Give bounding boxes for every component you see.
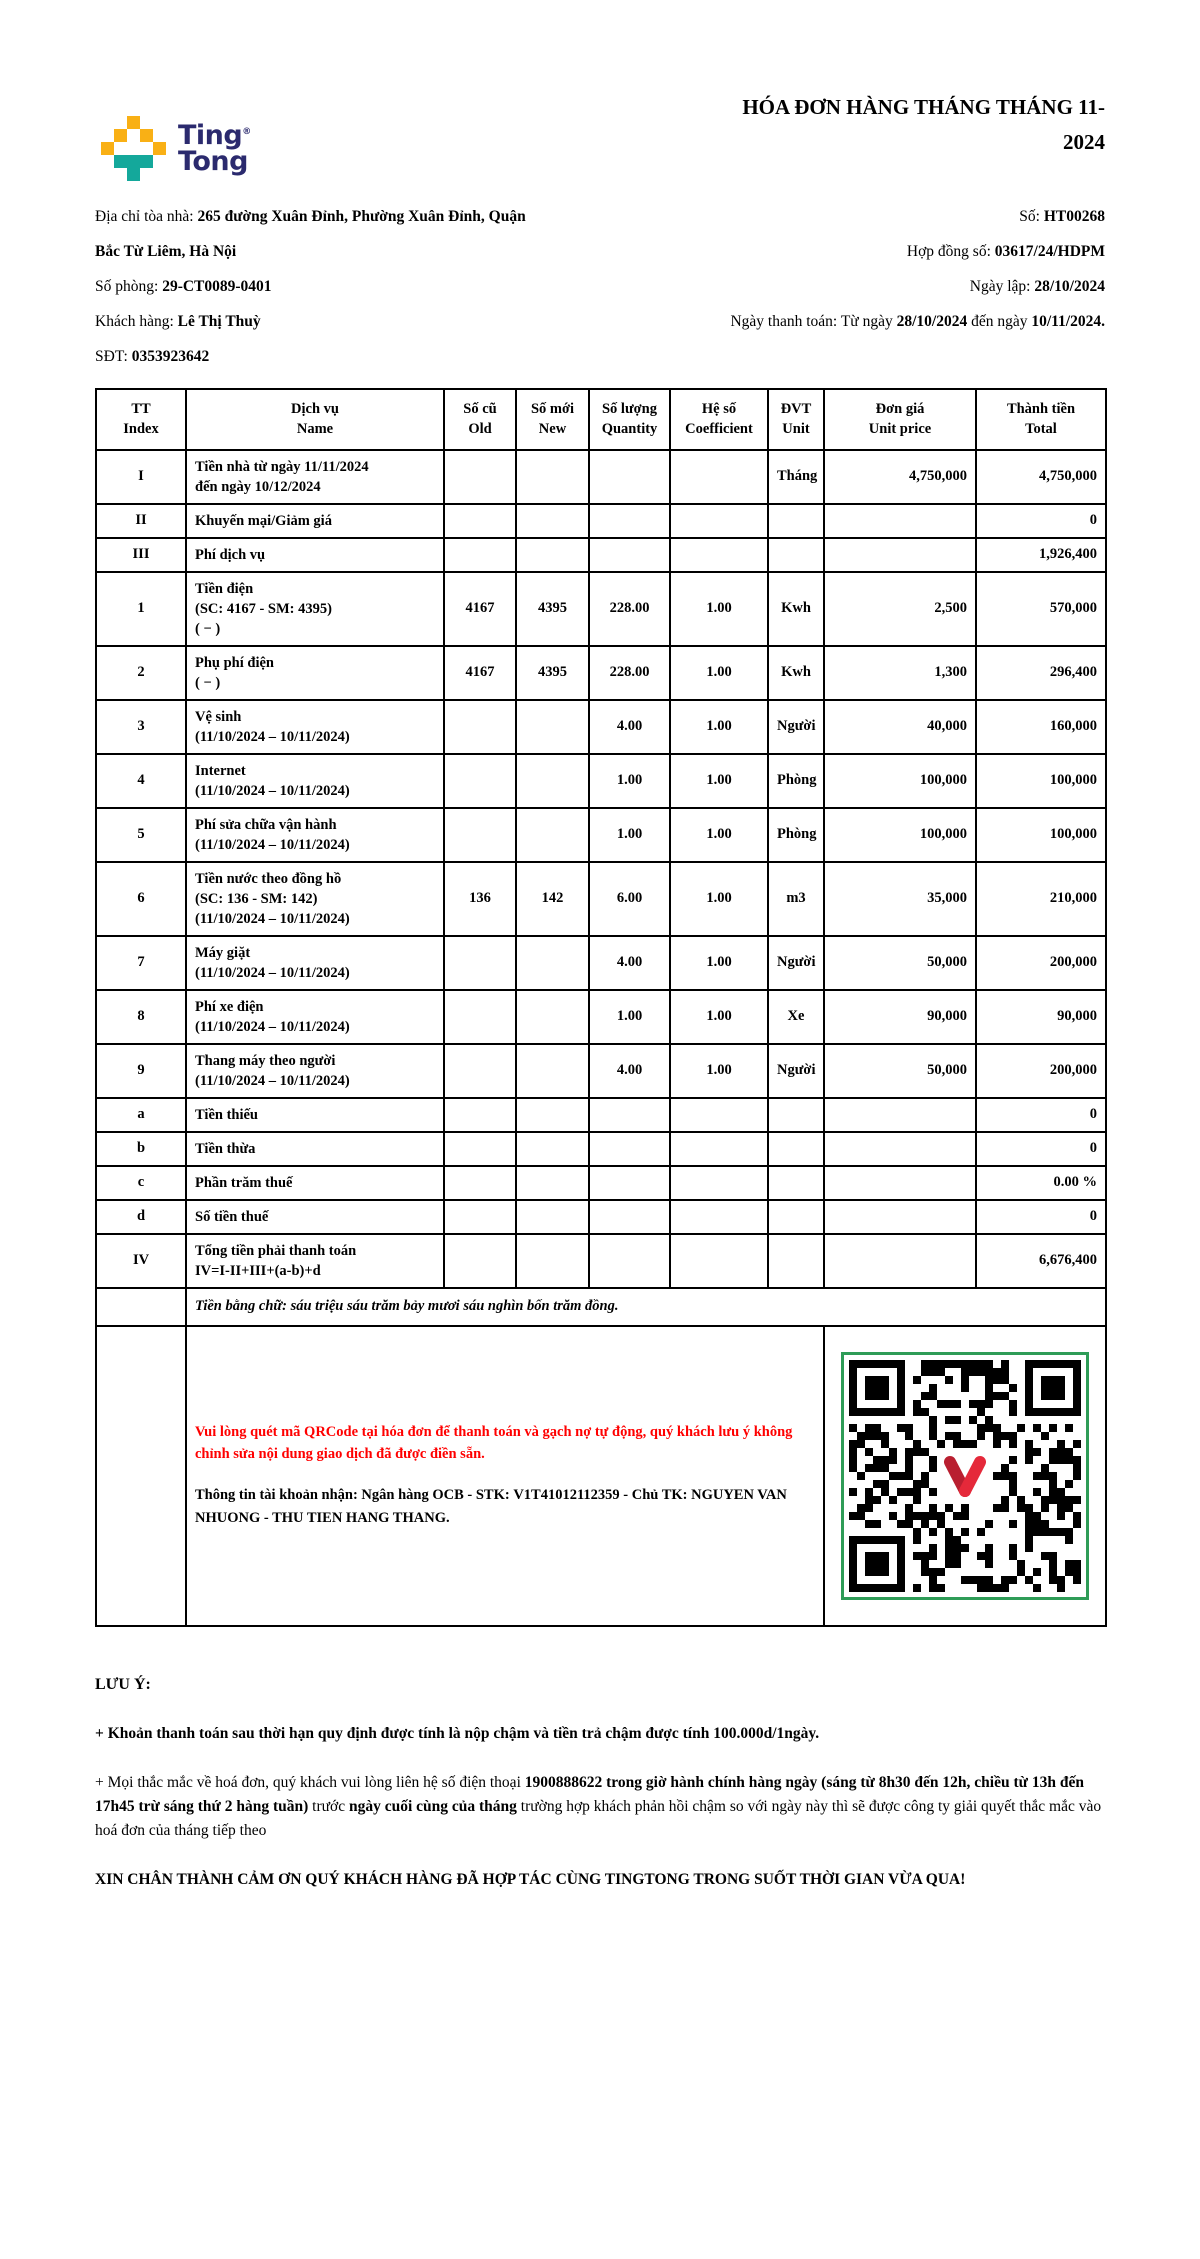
cell-index: 1: [96, 572, 186, 646]
invoice-table: [95, 388, 1107, 1627]
cell-index: 3: [96, 700, 186, 754]
notes-heading: LƯU Ý:: [95, 1675, 151, 1693]
cell-new: [516, 450, 589, 504]
cell-price: 100,000: [824, 808, 976, 862]
cell-new: 142: [516, 862, 589, 936]
cell-old: [444, 450, 516, 504]
cell-total: 0: [976, 1098, 1106, 1132]
cell-old: [444, 1166, 516, 1200]
cell-new: [516, 936, 589, 990]
cell-name: Tổng tiền phải thanh toán IV=I-II+III+(a-b)+d: [186, 1234, 444, 1288]
cell-qty: [589, 504, 670, 538]
cell-unit: [768, 1132, 824, 1166]
cell-qty: 1.00: [589, 754, 670, 808]
cell-index: 5: [96, 808, 186, 862]
cell-total: 200,000: [976, 936, 1106, 990]
cell-unit: [768, 1234, 824, 1288]
cell-qty: 228.00: [589, 572, 670, 646]
cell-index: III: [96, 538, 186, 572]
tingtong-logo-icon: [101, 116, 166, 181]
page-title-line2: 2024: [1063, 129, 1105, 154]
cell-qty: [589, 538, 670, 572]
cell-qty: [589, 450, 670, 504]
cell-coef: [670, 1166, 768, 1200]
cell-coef: 1.00: [670, 936, 768, 990]
column-header: TT Index: [96, 389, 186, 450]
cell-price: [824, 1166, 976, 1200]
table-row: [96, 538, 1106, 572]
cell-price: 35,000: [824, 862, 976, 936]
empty-index-cell: [96, 1326, 186, 1626]
cell-old: [444, 504, 516, 538]
cell-new: [516, 1166, 589, 1200]
table-row: [96, 1098, 1106, 1132]
amount-in-words-label: Tiền bằng chữ:: [195, 1298, 291, 1315]
cell-name: Thang máy theo người (11/10/2024 – 10/11/2024): [186, 1044, 444, 1098]
cell-qty: [589, 1200, 670, 1234]
contract-number: Hợp đồng số: 03617/24/HDPM: [906, 243, 1105, 260]
qr-code-cell: [824, 1326, 1106, 1626]
account-mid: - Chủ TK:: [619, 1486, 692, 1503]
cell-price: 50,000: [824, 1044, 976, 1098]
table-header-row: [96, 389, 1106, 450]
cell-coef: 1.00: [670, 700, 768, 754]
cell-new: [516, 1200, 589, 1234]
cell-index: c: [96, 1166, 186, 1200]
column-header: Thành tiền Total: [976, 389, 1106, 450]
qr-code-frame: [841, 1352, 1089, 1600]
cell-new: [516, 990, 589, 1044]
cell-unit: [768, 1200, 824, 1234]
cell-total: 0: [976, 1132, 1106, 1166]
account-holder: NGUYEN VAN NHUONG - THU TIEN HANG THANG: [195, 1486, 787, 1527]
column-header: ĐVT Unit: [768, 389, 824, 450]
cell-name: Phí dịch vụ: [186, 538, 444, 572]
cell-price: 100,000: [824, 754, 976, 808]
cell-total: 160,000: [976, 700, 1106, 754]
late-payment-note: + Khoản thanh toán sau thời hạn quy định được tính là nộp chậm và tiền trả chậm được tính 100.000d/1ngày.: [95, 1725, 820, 1743]
cell-old: [444, 1132, 516, 1166]
cell-new: [516, 504, 589, 538]
cell-qty: 4.00: [589, 936, 670, 990]
amount-in-words-cell: [186, 1288, 1106, 1326]
table-row: [96, 862, 1106, 936]
cell-qty: 228.00: [589, 646, 670, 700]
cell-name: Tiền điện (SC: 4167 - SM: 4395) ( − ): [186, 572, 444, 646]
hotline-note: + Mọi thắc mắc về hoá đơn, quý khách vui lòng liên hệ số điện thoại 1900888622 trong giờ hành chính hàng ngày (sáng từ 8h30 đến 12h, chiều từ 13h đến 17h45 trừ sáng thứ 2 hàng tuần) trước ngày cuối cùng của tháng trường hợp khách phản hồi chậm so với ngày này thì sẽ được công ty giải quyết thắc mắc vào hoá đơn của tháng tiếp theo: [95, 1774, 1102, 1840]
amount-in-words-value: sáu triệu sáu trăm bảy mươi sáu nghìn bốn trăm đồng.: [290, 1298, 619, 1315]
cell-qty: [589, 1098, 670, 1132]
cell-index: II: [96, 504, 186, 538]
cell-unit: [768, 538, 824, 572]
cell-qty: 4.00: [589, 700, 670, 754]
cell-total: 0: [976, 504, 1106, 538]
cell-coef: [670, 504, 768, 538]
qr-row: [96, 1326, 1106, 1626]
building-address-line2: Bắc Từ Liêm, Hà Nội: [95, 243, 237, 260]
cell-unit: Kwh: [768, 572, 824, 646]
cell-unit: m3: [768, 862, 824, 936]
cell-coef: 1.00: [670, 862, 768, 936]
cell-name: Số tiền thuế: [186, 1200, 444, 1234]
cell-old: [444, 538, 516, 572]
cell-qty: 6.00: [589, 862, 670, 936]
cell-index: d: [96, 1200, 186, 1234]
column-header: Số lượng Quantity: [589, 389, 670, 450]
cell-qty: 4.00: [589, 1044, 670, 1098]
cell-price: [824, 1098, 976, 1132]
cell-unit: Xe: [768, 990, 824, 1044]
cell-new: [516, 538, 589, 572]
cell-total: 570,000: [976, 572, 1106, 646]
cell-price: 2,500: [824, 572, 976, 646]
cell-name: Phần trăm thuế: [186, 1166, 444, 1200]
cell-total: 0: [976, 1200, 1106, 1234]
table-row: [96, 990, 1106, 1044]
cell-name: Internet (11/10/2024 – 10/11/2024): [186, 754, 444, 808]
cell-index: I: [96, 450, 186, 504]
logo-word-tong: Tong: [178, 145, 248, 177]
table-row: [96, 1044, 1106, 1098]
page-title-line1: HÓA ĐƠN HÀNG THÁNG THÁNG 11-: [742, 95, 1105, 119]
table-row: [96, 572, 1106, 646]
registered-mark: ®: [242, 127, 251, 138]
cell-old: 136: [444, 862, 516, 936]
cell-index: 9: [96, 1044, 186, 1098]
cell-total: 90,000: [976, 990, 1106, 1044]
cell-unit: Phòng: [768, 808, 824, 862]
cell-index: IV: [96, 1234, 186, 1288]
cell-unit: Người: [768, 936, 824, 990]
cell-new: [516, 808, 589, 862]
cell-old: [444, 1200, 516, 1234]
cell-price: [824, 504, 976, 538]
table-row: [96, 808, 1106, 862]
tingtong-logo: [101, 116, 251, 181]
cell-coef: [670, 1234, 768, 1288]
thank-you-note: XIN CHÂN THÀNH CẢM ƠN QUÝ KHÁCH HÀNG ĐÃ HỢP TÁC CÙNG TINGTONG TRONG SUỐT THỜI GIAN VỪA QUA!: [95, 1871, 966, 1889]
table-row: [96, 1200, 1106, 1234]
column-header: Đơn giá Unit price: [824, 389, 976, 450]
cell-unit: Kwh: [768, 646, 824, 700]
table-row: [96, 700, 1106, 754]
invoice-info-left: [95, 199, 560, 374]
cell-new: [516, 700, 589, 754]
cell-qty: 1.00: [589, 808, 670, 862]
room-number: Số phòng: 29-CT0089-0401: [95, 278, 272, 295]
invoice-number: Số: HT00268: [1019, 208, 1105, 225]
cell-new: [516, 1098, 589, 1132]
cell-qty: [589, 1234, 670, 1288]
cell-name: Tiền nhà từ ngày 11/11/2024 đến ngày 10/12/2024: [186, 450, 444, 504]
cell-index: 4: [96, 754, 186, 808]
table-row: [96, 1132, 1106, 1166]
qr-payment-note: Vui lòng quét mã QRCode tại hóa đơn để thanh toán và gạch nợ tự động, quý khách lưu ý không chỉnh sửa nội dung giao dịch đã được điền sẵn.: [195, 1423, 793, 1463]
cell-coef: 1.00: [670, 646, 768, 700]
cell-new: [516, 1044, 589, 1098]
cell-total: 4,750,000: [976, 450, 1106, 504]
cell-new: [516, 754, 589, 808]
cell-index: 6: [96, 862, 186, 936]
cell-name: Phí xe điện (11/10/2024 – 10/11/2024): [186, 990, 444, 1044]
cell-name: Máy giặt (11/10/2024 – 10/11/2024): [186, 936, 444, 990]
cell-old: [444, 1234, 516, 1288]
cell-qty: [589, 1166, 670, 1200]
cell-total: 6,676,400: [976, 1234, 1106, 1288]
cell-new: 4395: [516, 646, 589, 700]
tingtong-logo-text: [178, 120, 251, 177]
empty-index-cell: [96, 1288, 186, 1326]
account-suffix: .: [445, 1510, 450, 1527]
cell-coef: [670, 1098, 768, 1132]
cell-old: [444, 754, 516, 808]
cell-price: [824, 1132, 976, 1166]
page-title: [742, 90, 1105, 159]
cell-name: Phụ phí điện ( − ): [186, 646, 444, 700]
table-row: [96, 1234, 1106, 1288]
invoice-info-right: [560, 199, 1105, 374]
table-row: [96, 936, 1106, 990]
customer-phone: SĐT: 0353923642: [95, 348, 210, 365]
cell-old: 4167: [444, 646, 516, 700]
cell-old: [444, 1044, 516, 1098]
cell-price: 50,000: [824, 936, 976, 990]
table-row: [96, 646, 1106, 700]
column-header: Dịch vụ Name: [186, 389, 444, 450]
cell-name: Tiền nước theo đồng hồ (SC: 136 - SM: 142) (11/10/2024 – 10/11/2024): [186, 862, 444, 936]
cell-price: [824, 1200, 976, 1234]
cell-unit: Người: [768, 1044, 824, 1098]
cell-coef: [670, 450, 768, 504]
cell-new: [516, 1132, 589, 1166]
cell-old: [444, 1098, 516, 1132]
cell-old: 4167: [444, 572, 516, 646]
cell-old: [444, 936, 516, 990]
table-row: [96, 450, 1106, 504]
cell-name: Tiền thừa: [186, 1132, 444, 1166]
cell-qty: [589, 1132, 670, 1166]
cell-name: Khuyến mại/Giảm giá: [186, 504, 444, 538]
cell-new: 4395: [516, 572, 589, 646]
cell-unit: [768, 1166, 824, 1200]
customer-name: Khách hàng: Lê Thị Thuỳ: [95, 313, 261, 330]
cell-coef: 1.00: [670, 990, 768, 1044]
account-prefix: Thông tin tài khoản nhận: Ngân hàng OCB - STK:: [195, 1486, 514, 1503]
account-number: V1T41012112359: [513, 1486, 620, 1503]
payment-instructions-cell: [186, 1326, 824, 1626]
cell-old: [444, 700, 516, 754]
building-address-line1: Địa chỉ tòa nhà: 265 đường Xuân Đỉnh, Phường Xuân Đỉnh, Quận: [95, 208, 526, 225]
cell-new: [516, 1234, 589, 1288]
cell-unit: [768, 504, 824, 538]
cell-unit: [768, 1098, 824, 1132]
payment-period: Ngày thanh toán: Từ ngày 28/10/2024 đến ngày 10/11/2024.: [730, 313, 1105, 330]
cell-total: 296,400: [976, 646, 1106, 700]
page-header: [95, 86, 1105, 181]
table-row: [96, 1166, 1106, 1200]
amount-in-words-row: [96, 1288, 1106, 1326]
table-row: [96, 504, 1106, 538]
cell-total: 200,000: [976, 1044, 1106, 1098]
footer-notes: [95, 1673, 1105, 1893]
cell-price: 90,000: [824, 990, 976, 1044]
column-header: Hệ số Coefficient: [670, 389, 768, 450]
cell-total: 0.00 %: [976, 1166, 1106, 1200]
cell-total: 1,926,400: [976, 538, 1106, 572]
cell-coef: [670, 538, 768, 572]
cell-coef: [670, 1132, 768, 1166]
issue-date: Ngày lập: 28/10/2024: [969, 278, 1105, 295]
cell-price: [824, 538, 976, 572]
cell-coef: [670, 1200, 768, 1234]
cell-coef: 1.00: [670, 808, 768, 862]
cell-name: Tiền thiếu: [186, 1098, 444, 1132]
invoice-info: [95, 199, 1105, 374]
cell-coef: 1.00: [670, 1044, 768, 1098]
column-header: Số cũ Old: [444, 389, 516, 450]
cell-name: Phí sửa chữa vận hành (11/10/2024 – 10/11/2024): [186, 808, 444, 862]
cell-name: Vệ sinh (11/10/2024 – 10/11/2024): [186, 700, 444, 754]
cell-index: b: [96, 1132, 186, 1166]
cell-total: 100,000: [976, 754, 1106, 808]
cell-total: 100,000: [976, 808, 1106, 862]
column-header: Số mới New: [516, 389, 589, 450]
account-info: [195, 1484, 815, 1530]
cell-coef: 1.00: [670, 754, 768, 808]
cell-price: 40,000: [824, 700, 976, 754]
cell-price: 4,750,000: [824, 450, 976, 504]
cell-unit: Tháng: [768, 450, 824, 504]
cell-coef: 1.00: [670, 572, 768, 646]
cell-price: [824, 1234, 976, 1288]
cell-index: 2: [96, 646, 186, 700]
table-row: [96, 754, 1106, 808]
logo-word-ting: Ting: [178, 120, 243, 152]
cell-total: 210,000: [976, 862, 1106, 936]
cell-price: 1,300: [824, 646, 976, 700]
qr-code: [849, 1360, 1081, 1592]
cell-index: 8: [96, 990, 186, 1044]
cell-unit: Phòng: [768, 754, 824, 808]
cell-old: [444, 990, 516, 1044]
cell-qty: 1.00: [589, 990, 670, 1044]
cell-old: [444, 808, 516, 862]
cell-index: a: [96, 1098, 186, 1132]
cell-unit: Người: [768, 700, 824, 754]
cell-index: 7: [96, 936, 186, 990]
